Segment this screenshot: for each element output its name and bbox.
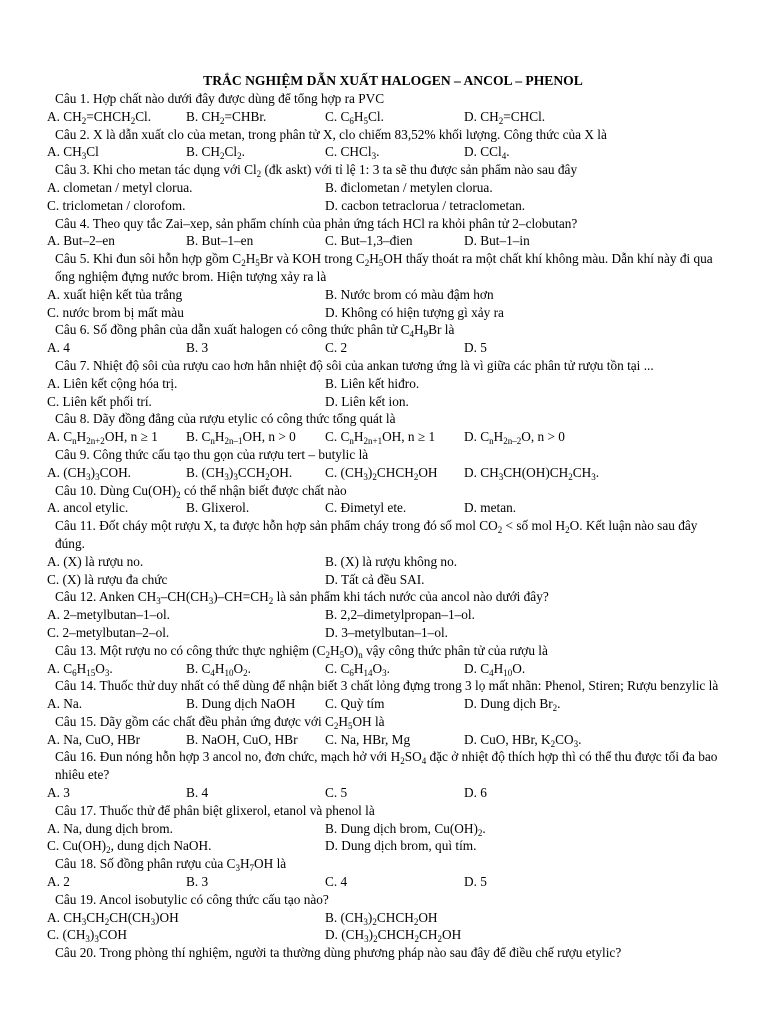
answer-option: C. 2–metylbutan–2–ol. (47, 624, 170, 640)
answer-option: C. $(CH_3)_3COH$ (47, 927, 127, 945)
options-row (0, 375, 768, 393)
answer-option: A. clometan / metyl clorua. (47, 179, 193, 195)
options-row (0, 179, 768, 197)
options-row (0, 606, 768, 624)
options-row (0, 873, 768, 891)
question-stem: Câu 4. Theo quy tắc Zai–xep, sản phẩm chính của phản ứng tách HCl ra khỏi phân tử 2–clobutan? (55, 215, 578, 231)
options-row (0, 571, 768, 589)
answer-option: D. Dung dịch $Br_2$. (464, 696, 561, 714)
answer-option: C. Liên kết phối trí. (47, 393, 152, 409)
question-13 (0, 642, 768, 660)
options-row (0, 197, 768, 215)
answer-option: D. cacbon tetraclorua / tetraclometan. (325, 197, 526, 213)
answer-option: C. Quỳ tím (325, 696, 385, 712)
answer-option: C. But–1,3–đien (325, 233, 413, 249)
answer-option: A. xuất hiện kết tủa trắng (47, 286, 183, 302)
answer-option: B. 4 (186, 785, 209, 801)
answer-option: C. triclometan / clorofom. (47, 197, 186, 213)
question-stem: Câu 16. Đun nóng hỗn hợp 3 ancol no, đơn chức, mạch hở với $H_2SO_4$ đặc ở nhiệt độ thích hợp thì có thể thu được tối đa bao nhiêu ete? (55, 749, 718, 783)
answer-option: B. $CH_2Cl_2$. (186, 144, 245, 162)
answer-option: B. $C_4H_{10}O_2$. (186, 660, 251, 678)
question-stem: Câu 14. Thuốc thử duy nhất có thể dùng để nhận biết 3 chất lỏng đựng trong 3 lọ mất nhãn: Phenol, Stiren; Rượu benzylic là (55, 678, 719, 694)
answer-option: D. Không có hiện tượng gì xảy ra (325, 304, 504, 320)
answer-option: A. $C_nH_{2n+2}OH$, n ≥ 1 (47, 429, 158, 447)
answer-option: C. $C_6H_{14}O_3$. (325, 660, 390, 678)
answer-option: D. 5 (464, 340, 487, 356)
answer-option: D. But–1–in (464, 233, 530, 249)
question-18 (0, 855, 768, 873)
question-stem: Câu 7. Nhiệt độ sôi của rượu cao hơn hẳn nhiệt độ sôi của ankan tương ứng là vì giữa các phân tử rượu tồn tại ... (55, 357, 654, 373)
options-row (0, 143, 768, 161)
answer-option: B. 3 (186, 340, 209, 356)
answer-option: D. 5 (464, 874, 487, 890)
answer-option: D. 6 (464, 785, 487, 801)
options-row (0, 286, 768, 304)
options-row (0, 660, 768, 678)
question-20 (0, 944, 768, 962)
answer-option: B. 3 (186, 874, 209, 890)
options-row (0, 624, 768, 642)
options-row (0, 393, 768, 411)
answer-option: D. Liên kết ion. (325, 393, 409, 409)
answer-option: D. $CH_2=CHCl$. (464, 108, 546, 126)
question-stem: Câu 17. Thuốc thử để phân biệt glixerol, etanol và phenol là (55, 802, 375, 818)
options-row (0, 731, 768, 749)
answer-option: D. metan. (464, 500, 517, 516)
question-list (0, 90, 768, 962)
answer-option: A. 2 (47, 874, 70, 890)
answer-option: A. Na, CuO, HBr (47, 731, 141, 747)
answer-option: D. CCl$_4$. (464, 144, 510, 162)
answer-option: A. (X) là rượu no. (47, 553, 144, 569)
question-10 (0, 482, 768, 500)
answer-option: A. 3 (47, 785, 70, 801)
answer-option: B. Nước brom có màu đậm hơn (325, 286, 494, 302)
question-stem: Câu 18. Số đồng phân rượu của $C_3H_7OH$ là (55, 856, 287, 874)
question-7 (0, 357, 768, 375)
answer-option: A. $CH_2=CHCH_2Cl$. (47, 108, 152, 126)
answer-option: D. Tất cả đều SAI. (325, 571, 425, 587)
question-6 (0, 321, 768, 339)
answer-option: C. 5 (325, 785, 348, 801)
question-9 (0, 446, 768, 464)
question-stem: Câu 13. Một rượu no có công thức thực nghiệm $(C_2H_5O)_n$ vậy công thức phân tử của rượu là (55, 642, 548, 660)
options-row (0, 499, 768, 517)
answer-option: D. CuO, HBr, $K_2CO_3$. (464, 731, 582, 749)
answer-option: D. $C_4H_{10}O$. (464, 660, 526, 678)
options-row (0, 304, 768, 322)
question-stem: Câu 20. Trong phòng thí nghiệm, người ta thường dùng phương pháp nào sau đây để điều chế rượu etylic? (55, 945, 622, 961)
question-stem: Câu 15. Dãy gồm các chất đều phản ứng được với $C_2H_5OH$ là (55, 713, 385, 731)
options-row (0, 926, 768, 944)
answer-option: B. $(CH_3)_3CCH_2OH$. (186, 464, 293, 482)
options-row (0, 837, 768, 855)
question-stem: Câu 11. Đốt cháy một rượu X, ta được hỗn hợp sản phẩm cháy trong đó số mol $CO_2$ < số mol $H_2O$. Kết luận nào sau đây đúng. (55, 518, 698, 551)
question-19 (0, 891, 768, 909)
question-12 (0, 588, 768, 606)
answer-option: B. Glixerol. (186, 500, 250, 516)
answer-option: D. $(CH_3)_2CHCH_2CH_2OH$ (325, 927, 462, 945)
answer-option: A. $CH_3CH_2CH(CH_3)OH$ (47, 909, 179, 927)
options-row (0, 695, 768, 713)
answer-option: B. (X) là rượu không no. (325, 553, 458, 569)
answer-option: B. Dung dịch NaOH (186, 696, 296, 712)
question-stem: Câu 8. Dãy đồng đẳng của rượu etylic có công thức tổng quát là (55, 411, 396, 427)
options-row (0, 784, 768, 802)
question-stem: Câu 6. Số đồng phân của dẫn xuất halogen có công thức phân tử $C_4H_9Br$ là (55, 322, 455, 340)
answer-option: C. CHCl$_3$. (325, 144, 380, 162)
question-stem: Câu 10. Dùng $Cu(OH)_2$ có thể nhận biết được chất nào (55, 482, 347, 500)
answer-option: B. $CH_2=CHBr$. (186, 108, 267, 126)
answer-option: C. 2 (325, 340, 348, 356)
answer-option: A. 2–metylbutan–1–ol. (47, 607, 170, 623)
question-stem: Câu 2. X là dẫn xuất clo của metan, trong phân tử X, clo chiếm 83,52% khối lượng. Công thức của X là (55, 126, 607, 142)
answer-option: C. $C_6H_5Cl$. (325, 108, 384, 126)
question-2 (0, 126, 768, 144)
answer-option: B. Dung dịch brom, $Cu(OH)_2$. (325, 820, 486, 838)
options-row (0, 339, 768, 357)
question-stem: Câu 19. Ancol isobutylic có công thức cấu tạo nào? (55, 891, 329, 907)
answer-option: C. Đimetyl ete. (325, 500, 407, 516)
question-stem: Câu 3. Khi cho metan tác dụng với $Cl_2$ (đk askt) với tỉ lệ 1: 3 ta sẽ thu được sản phẩm nào sau đây (55, 162, 578, 180)
answer-option: C. $(CH_3)_2CHCH_2OH$ (325, 464, 438, 482)
answer-option: B. $C_nH_{2n-1}OH$, n > 0 (186, 429, 296, 447)
question-11 (0, 517, 768, 553)
question-3 (0, 161, 768, 179)
answer-option: A. But–2–en (47, 233, 115, 249)
answer-option: A. Liên kết cộng hóa trị. (47, 375, 178, 391)
answer-option: A. $CH_3Cl$ (47, 144, 99, 162)
answer-option: C. $Cu(OH)_2$, dung dịch NaOH. (47, 838, 212, 856)
answer-option: C. Na, HBr, Mg (325, 731, 411, 747)
answer-option: A. Na, dung dịch brom. (47, 820, 173, 836)
question-stem: Câu 1. Hợp chất nào dưới đây được dùng để tổng hợp ra PVC (55, 91, 385, 106)
answer-option: B. NaOH, CuO, HBr (186, 731, 298, 747)
question-4 (0, 215, 768, 233)
question-stem: Câu 9. Công thức cấu tạo thu gọn của rượu tert – butylic là (55, 446, 369, 462)
question-15 (0, 713, 768, 731)
question-16 (0, 748, 768, 784)
answer-option: C. (X) là rượu đa chức (47, 571, 168, 587)
answer-option: C. $C_nH_{2n+1}OH$, n ≥ 1 (325, 429, 436, 447)
options-row (0, 232, 768, 250)
worksheet-title: TRẮC NGHIỆM DẪN XUẤT HALOGEN – ANCOL – PHENOL (203, 73, 583, 88)
answer-option: A. Na. (47, 696, 83, 712)
answer-option: C. nước brom bị mất màu (47, 304, 184, 320)
options-row (0, 820, 768, 838)
options-row (0, 464, 768, 482)
answer-option: B. Liên kết hiđro. (325, 375, 420, 391)
question-1 (0, 90, 768, 108)
options-row (0, 909, 768, 927)
answer-option: A. $C_6H_{15}O_3$. (47, 660, 113, 678)
answer-option: B. $(CH_3)_2CHCH_2OH$ (325, 909, 438, 927)
question-stem: Câu 5. Khi đun sôi hỗn hợp gồm $C_2H_5Br$ và KOH trong $C_2H_5OH$ thấy thoát ra một chất khí không màu. Dẫn khí này đi qua ống nghiệm đựng nước brom. Hiện tượng xảy ra là (55, 251, 713, 284)
answer-option: A. 4 (47, 340, 70, 356)
question-14 (0, 677, 768, 695)
options-row (0, 553, 768, 571)
answer-option: B. 2,2–dimetylpropan–1–ol. (325, 607, 475, 623)
answer-option: A. $(CH_3)_3COH$. (47, 464, 131, 482)
answer-option: D. $C_nH_{2n-2}O$, n > 0 (464, 429, 565, 447)
answer-option: B. But–1–en (186, 233, 254, 249)
question-8 (0, 410, 768, 428)
answer-option: A. ancol etylic. (47, 500, 129, 516)
options-row (0, 428, 768, 446)
answer-option: B. điclometan / metylen clorua. (325, 179, 493, 195)
answer-option: D. $CH_3CH(OH)CH_2CH_3$. (464, 464, 600, 482)
answer-option: D. 3–metylbutan–1–ol. (325, 624, 448, 640)
question-stem: Câu 12. Anken $CH_3-CH(CH_3)-CH=CH_2$ là sản phẩm khi tách nước của ancol nào dưới đây? (55, 589, 549, 607)
question-5 (0, 250, 768, 286)
answer-option: C. 4 (325, 874, 348, 890)
question-17 (0, 802, 768, 820)
answer-option: D. Dung dịch brom, quì tím. (325, 838, 477, 854)
options-row (0, 108, 768, 126)
